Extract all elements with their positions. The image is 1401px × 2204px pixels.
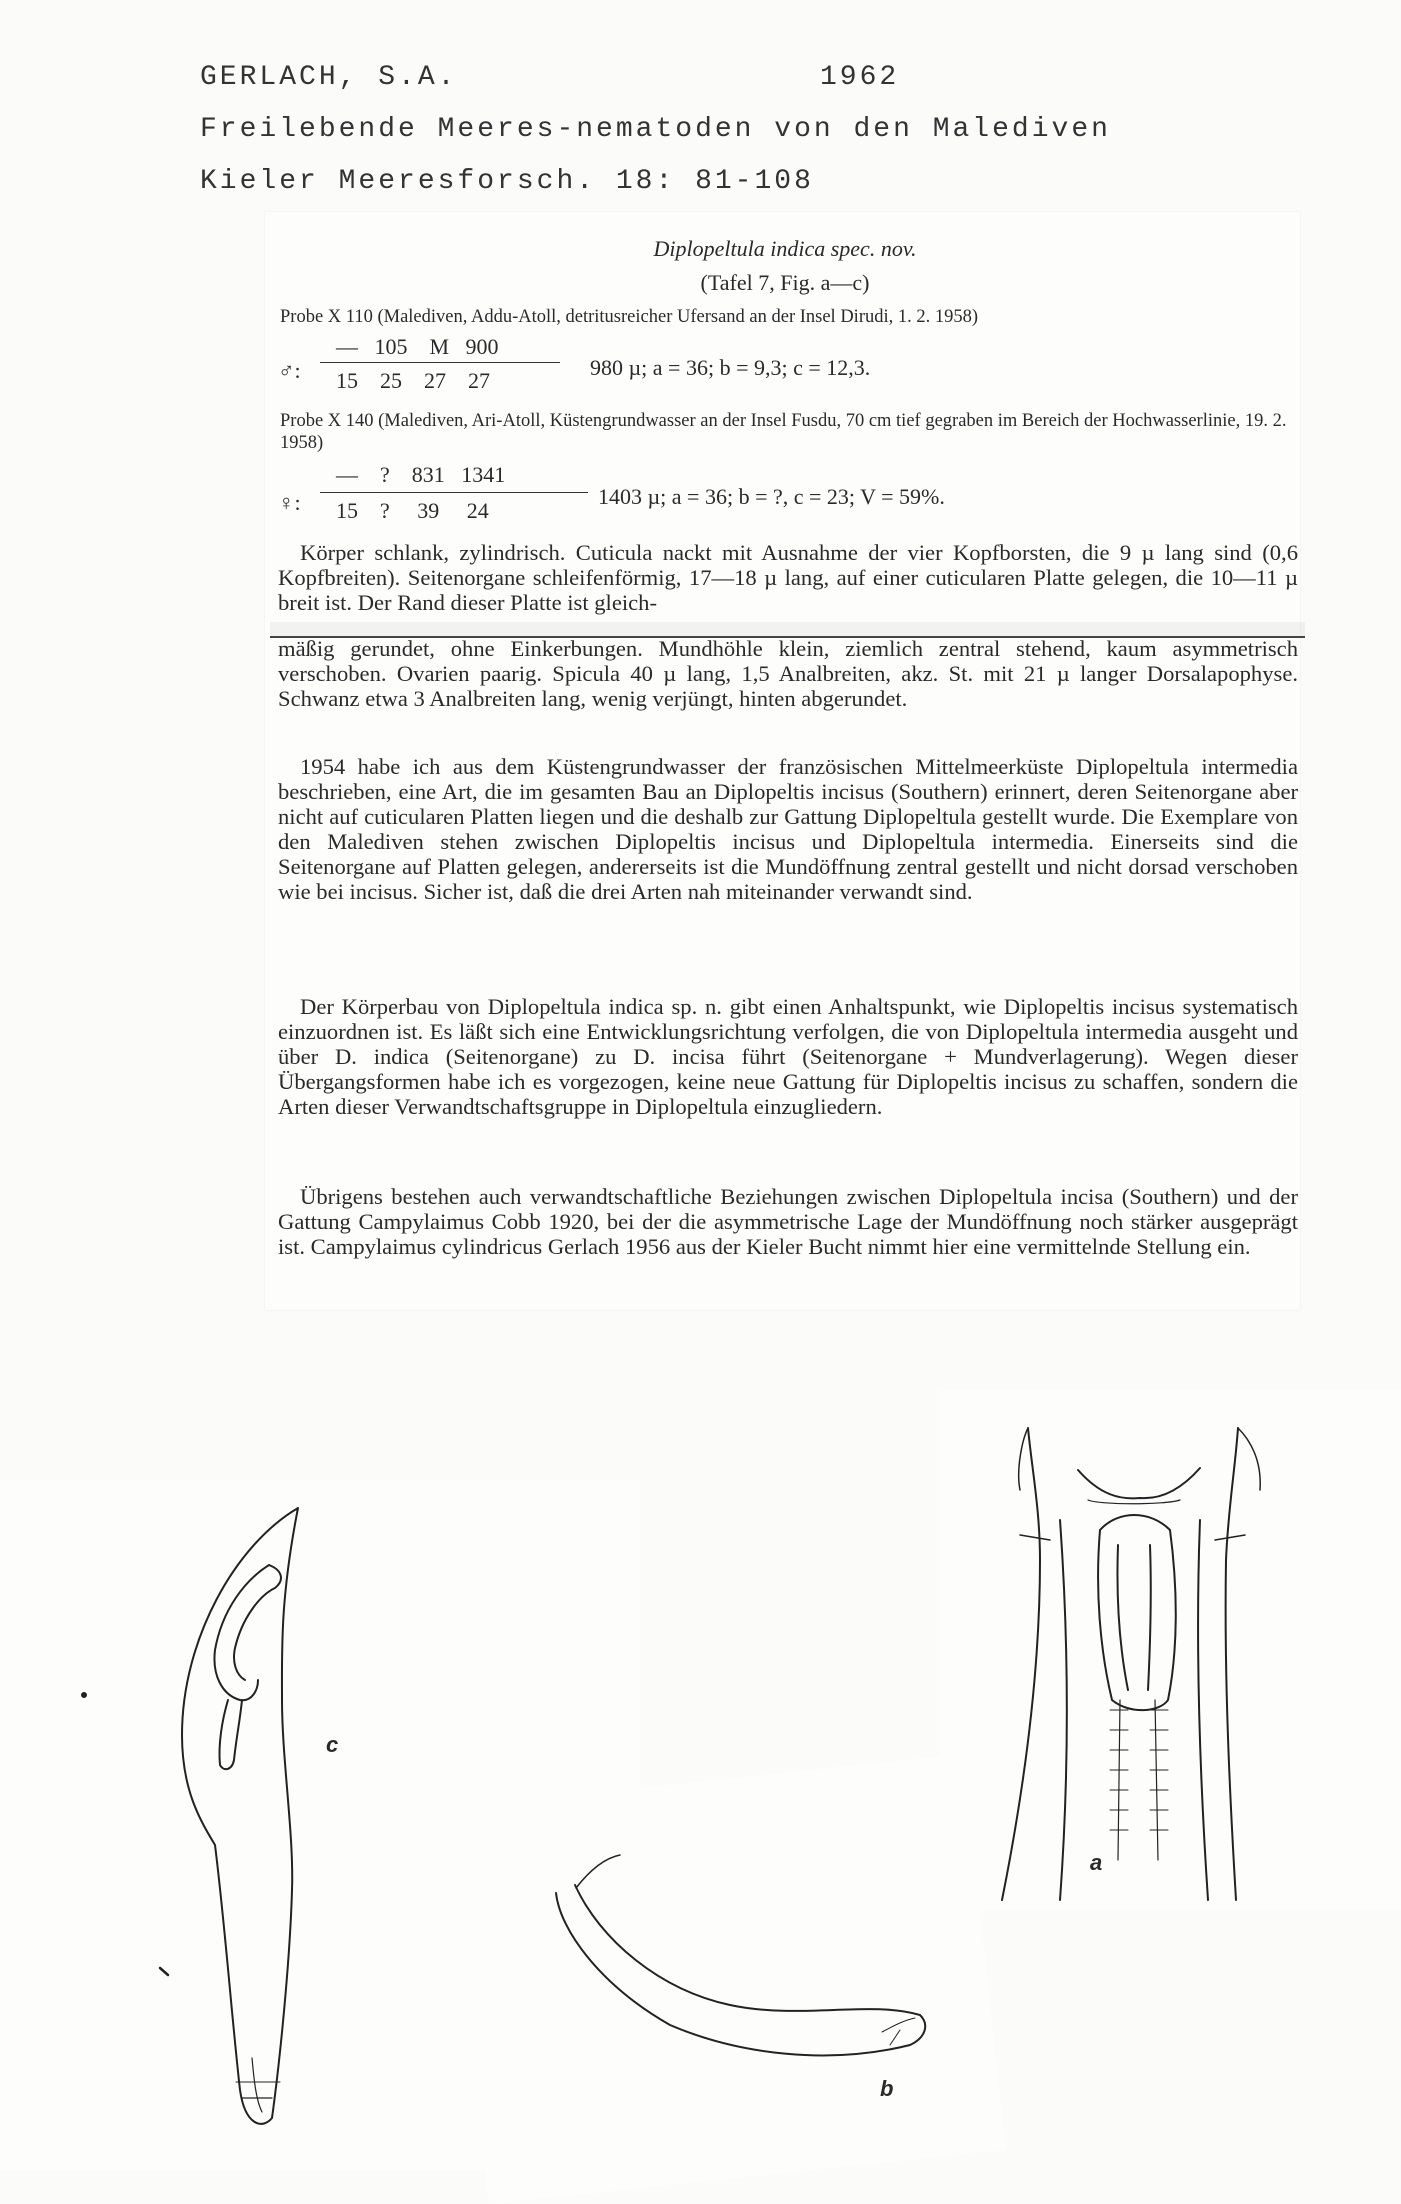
probe-2-locality: Probe X 140 (Malediven, Ari-Atoll, Küstengrundwasser an der Insel Fusdu, 70 cm tief gegraben im Bereich der Hochwasserlinie, 19. 2. 1958) [280, 411, 1287, 453]
female-symbol: ♀: [278, 490, 301, 515]
description-text-2: mäßig gerundet, ohne Einkerbungen. Mundhöhle klein, ziemlich zentral stehend, kaum asymmetrisch verschoben. Ovarien paarig. Spicula 40 µ lang, 1,5 Analbreiten, akz. St. mit 21 µ langer Dorsalapophyse. Schwanz etwa 3 Analbreiten lang, wenig verjüngt, hinten abgerundet. [278, 636, 1298, 711]
figure-label-c: c [326, 1732, 339, 1757]
citation-journal: Kieler Meeresforsch. 18: 81-108 [200, 166, 814, 197]
figure-label-b: b [880, 2076, 894, 2101]
female-formula-top: — ? 831 1341 [336, 462, 506, 487]
citation-title: Freilebende Meeres-nematoden von den Malediven [200, 114, 1111, 145]
discussion-text-3: Übrigens bestehen auch verwandtschaftliche Beziehungen zwischen Diplopeltula incisa (Southern) und der Gattung Campylaimus Cobb 1920, bei der die asymmetrische Lage der Mundöffnung noch stärker ausgeprägt ist. Campylaimus cylindricus Gerlach 1956 aus der Kieler Bucht nimmt hier eine vermittelnde Stellung ein. [278, 1184, 1298, 1259]
plate-reference: (Tafel 7, Fig. a—c) [700, 270, 870, 295]
female-ratios: 1403 µ; a = 36; b = ?, c = 23; V = 59%. [598, 484, 945, 509]
probe-1-locality: Probe X 110 (Malediven, Addu-Atoll, detritusreicher Ufersand an der Insel Dirudi, 1. 2. 1958) [280, 307, 979, 327]
citation-author: GERLACH, S.A. [200, 62, 458, 93]
figure-a-drawing [1002, 1428, 1260, 1900]
citation-year: 1962 [820, 62, 900, 93]
description-text-1: Körper schlank, zylindrisch. Cuticula nackt mit Ausnahme der vier Kopfborsten, die 9 µ lang sind (0,6 Kopfbreiten). Seitenorgane schleifenförmig, 17—18 µ lang, auf einer cuticularen Platte gelegen, die 10—11 µ breit ist. Der Rand dieser Platte ist gleich- [278, 540, 1298, 615]
male-ratios: 980 µ; a = 36; b = 9,3; c = 12,3. [590, 355, 871, 380]
figure-b-drawing [556, 1855, 925, 2055]
male-symbol: ♂: [278, 358, 301, 383]
male-formula-bottom: 15 25 27 27 [336, 368, 490, 393]
figure-c-drawing [82, 1508, 298, 2124]
discussion-text-1: 1954 habe ich aus dem Küstengrundwasser der französischen Mittelmeerküste Diplopeltula intermedia beschrieben, eine Art, die im gesamten Bau an Diplopeltis incisus (Southern) erinnert, deren Seitenorgane aber nicht auf cuticularen Platten liegen und die deshalb zur Gattung Diplopeltula gestellt wurde. Die Exemplare von den Malediven stehen zwischen Diplopeltis incisus und Diplopeltula intermedia. Einerseits sind die Seitenorgane auf Platten gelegen, andererseits ist die Mundöffnung zentral gestellt und nicht dorsad verschoben wie bei incisus. Sicher ist, daß die drei Arten nah miteinander verwandt sind. [278, 754, 1298, 904]
discussion-text-2: Der Körperbau von Diplopeltula indica sp. n. gibt einen Anhaltspunkt, wie Diplopeltis incisus systematisch einzuordnen ist. Es läßt sich eine Entwicklungsrichtung verfolgen, die von Diplopeltula intermedia ausgeht und über D. indica (Seitenorgane) zu D. incisa führt (Seitenorgane + Mundverlagerung). Wegen dieser Übergangsformen habe ich es vorgezogen, keine neue Gattung für Diplopeltis incisus zu schaffen, sondern die Arten dieser Verwandtschaftsgruppe in Diplopeltula einzugliedern. [278, 994, 1298, 1119]
female-formula-bottom: 15 ? 39 24 [336, 498, 489, 523]
figure-label-a: a [1090, 1850, 1103, 1875]
species-title-text: Diplopeltula indica spec. nov. [653, 236, 917, 261]
male-formula-top: — 105 M 900 [336, 334, 499, 359]
